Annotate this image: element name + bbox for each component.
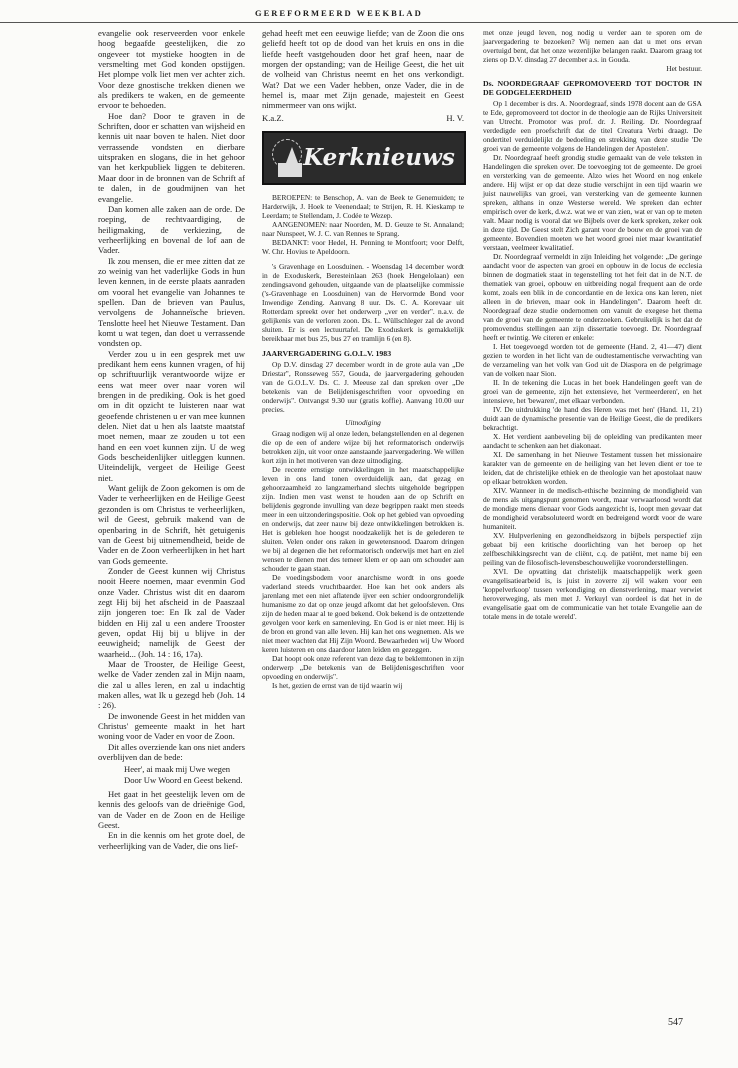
paragraph: Maar de Trooster, de Heilige Geest, welke de Vader zenden zal in Mijn naam, die zal u alles leren, en zal u indachtig maken alles, wat Ik u gezegd heb (Joh. 14 : 26).	[98, 658, 245, 711]
signature: Het bestuur.	[666, 64, 702, 73]
paragraph: Op D.V. dinsdag 27 december wordt in de grote aula van „De Driestar", Ronsseweg 557, Gouda, de jaarvergadering gehouden van de G.O.L.V. Ds. C. J. Meeuse zal dan spreken over „De betekenis van de Belijdenisgeschriften voor opvoeding en onderwijs". Ontvangst 9.30 uur (gratis koffie). Aanvang 10.00 uur precies.	[262, 360, 464, 415]
paragraph: I. Het toegevoegd worden tot de gemeente (Hand. 2, 41—47) dient gezien te worden in het licht van de oudtestamentische verwachting van de verzameling van het volk van God uit de Diaspora en de pelgrimage van de volken naar Sion.	[483, 342, 702, 378]
paragraph: evangelie ook reserveerden voor enkele hoog begaafde geestelijken, die zo ongeveer tot mystieke hoogten in de versmelting met God konden opstijgen. Het plompe volk liet men ver achter zich. Voor deze gnostische trekken dienen we als predikers te waken, en de gemeente ervoor te behoeden.	[98, 28, 245, 111]
paragraph: Hoe dan? Door te graven in de Schriften, door er schatten van wijsheid en kennis uit naar boven te halen. Niet door verrassende vondsten en dierbare uitspraken en slogans, die in het gehoor van het kerkpubliek liggen te debiteren. Maar door in de bronnen van de Schrift af te dalen, in de goudmijnen van het evangelie.	[98, 110, 245, 204]
verse-quote	[98, 764, 245, 785]
paragraph: gehad heeft met een eeuwige liefde; van de Zoon die ons geliefd heeft tot op de dood van het kruis en ons in die liefde heeft vastgehouden door het graf heen, naar de morgen der opstanding; van de Heilige Geest, die het uit de volheid van Christus neemt en het ons verkondigt. Wat? Dat we een Vader hebben, onze Vader, die in de hemel is, maar met Zijn genade, majesteit en Geest nimmermeer van ons wijkt.	[262, 28, 464, 111]
page-number: 547	[668, 1017, 683, 1028]
signature-line	[262, 113, 464, 123]
paragraph: Dit alles overziende kan ons niet anders overblijven dan de bede:	[98, 741, 245, 763]
paragraph: Graag nodigen wij al onze leden, belangstellenden en al degenen die op de een of andere wijze bij het reformatorisch onderwijs betrokken zijn, uit voor onze aanstaande jaarvergadering. We willen kort zijn in het motiveren van deze uitnodiging.	[262, 429, 464, 466]
news-item: BEDANKT: voor Hedel, H. Penning te Montfoort; voor Delft, W. Chr. Hovius te Apeldoorn.	[262, 238, 464, 257]
paragraph: De inwonende Geest in het midden van Christus' gemeente maakt in het hart woning voor de Vader en voor de Zoon.	[98, 710, 245, 742]
paragraph: XVI. De opvatting dat christelijk maatschappelijk werk geen evangelisatiearbeid is, is juist in zoverre zij wil waken voor een 'koppelverkoop' tussen verkondiging en dienstverlening, maar verwiet heroverweging, als men met J. Verkuyl van oordeel is dat het in de evangelisatie gaat om de communicatie van het totale Evangelie aan de totale mens in de totale wereld'.	[483, 567, 702, 621]
section-title: Ds. NOORDEGRAAF GEPROMOVEERD TOT DOCTOR IN DE GODGELEERDHEID	[483, 79, 702, 97]
paragraph: De recente ernstige ontwikkelingen in het maatschappelijke leven in ons land tonen overduidelijk aan, dat gezag en gehoorzaamheid zo langzamerhand slechts uitgeholde begrippen zijn. Indien men vast wenst te houden aan de op Schrift en belijdenis gegronde invulling van deze begrippen raakt men steeds meer in een uitzonderingspositie. Ook op het gebied van opvoeding en onderwijs, dat zeer nauw bij deze ontwikkelingen betrokken is. Het is gebleken hoe hoogst noodzakelijk het is de gelederen te sluiten. Velen onder ons raken in gewetensnood. Daarom dringen we bij al degenen die het reformatorisch onderwijs met hart en ziel wensen te dienen met des temeer klem er op aan om schouder aan schouder te gaan staan.	[262, 465, 464, 574]
signature-right: H. V.	[446, 112, 464, 123]
paragraph: Dr. Noordegraaf heeft grondig studie gemaakt van de vele teksten in Handelingen die spreken over. De toevoeging tot de gemeente. De groei en versterking van de gemeente. Alzo wies het Woord en nog enkele andere. Hij wijst er op dat deze studie verschijnt in een tijd waarin we juist nauwelijks van groei, van versterking van de gemeente kunnen spreken, althans in onze Westerse wereld. We spreken dan echter empirisch over de kerk, d.w.z. wat we er van zien, wat er van op te meten valt. Maar nodig is vooral dat we Bijbels over de kerk spreken, zeker ook in deze tijd. De Geest stelt Zich garant voor de bouw en de groei van de gemeente. Bovendien moeten we het woord groei niet maar kwantitatief verstaan, veelmeer kwalitatief.	[483, 153, 702, 252]
column-1	[98, 28, 245, 851]
paragraph: Dat hoopt ook onze referent van deze dag te beklemtonen in zijn onderwerp „De betekenis van de Belijdenisgeschriften voor opvoeding en onderwijs".	[262, 654, 464, 682]
paragraph: Het gaat in het geestelijk leven om de kennis des geloofs van de drieënige God, van de Vader en de Zoon en de Heilige Geest.	[98, 789, 245, 831]
paragraph: Dr. Noordegraaf vermeldt in zijn Inleiding het volgende: „De geringe aandacht voor de aspecten van groei en opbouw in de locus de ecclesia binnen de dogmatiek staat in tegenstelling tot het feit dat in de N.T. de thematiek van groei, opbouw en uitbreiding nogal frequent aan de orde komt, zoals een blik in de concordantie en de lexica ons kan leren, niet alleen in de brieven, maar ook in Handelingen". Daarom heeft dr. Noordegraaf deze studie ondernomen om vanuit de exegese het thema van de groei van de gemeente te onderzoeken. Gebruikelijk is het dat de promovendus stellingen aan zijn dissertatie toevoegt. Dr. Noordegraaf heeft er twintig. We citeren er enkele:	[483, 252, 702, 342]
section-title: JAARVERGADERING G.O.L.V. 1983	[262, 349, 392, 359]
kerknieuws-banner	[262, 131, 466, 185]
header-rule	[0, 22, 738, 23]
paragraph: XIV. Wanneer in de medisch-ethische bezinning de mondigheid van de mens als uitgangspunt genomen wordt, maar verwaarloosd wordt dat de mondige mens dienaar voor Gods aangezicht is, loopt men gevaar dat de mondigheid verabsoluteerd wordt en bedreigend wordt voor de ware humaniteit.	[483, 486, 702, 531]
paragraph: Is het, gezien de ernst van de tijd waarin wij	[272, 681, 403, 691]
running-header: GEREFORMEERD WEEKBLAD	[255, 8, 423, 18]
column-2	[262, 28, 464, 690]
news-item: 's Gravenhage en Loosduinen. - Woensdag 14 december wordt in de Exoduskerk, Beresteinlaan 263 (hoek Hengelolaan) een zendingsavond gehouden, uitgaande van de plaatselijke commissie ('s-Gravenhage en Loosduinen) van de Hervormde Bond voor Inwendige Zending. Aanvang 8 uur. Ds. C. A. Korevaar uit Rotterdam spreekt over het onderwerp „ver en verder". n.a.v. de gelijkenis van de verloren zoon. Ds. L. Wüllschleger zal de avond sluiten. Er is een lectuurtafel. De Exoduskerk is gemakkelijk bereikbaar met bus 25, bus 27 en tramlijn 6 (en 8).	[262, 262, 464, 344]
column-3	[483, 28, 702, 621]
paragraph: En in die kennis om het grote doel, de verheerlijking van de Vader, die ons lief-	[98, 830, 245, 851]
paragraph: Verder zou u in een gesprek met uw predikant hem eens kunnen vragen, of hij op schriftuurlijk verantwoorde wijze er eens wat meer over naar voren wil brengen in de prediking. Ook is het goed om in dit opzicht te luisteren naar wat geoefende christenen u er van mee kunnen delen. Niet dat u hen als laatste maatstaf moet nemen, maar ze zouden u tot een hand en een voet kunnen zijn. U de weg Gods bescheidenlijker uitleggen kunnen. Uiteindelijk, vergeet de Heilige Geest niet.	[98, 348, 245, 483]
paragraph: Ik zou mensen, die er mee zitten dat ze zo weinig van het vaderlijke Gods in hun leven kennen, in de eerste plaats aanraden om vooral het evangelie van Johannes te spellen. Dan de brieven van Paulus, vervolgens de Johanneïsche brieven. Tenslotte heel het Nieuwe Testament. Dan komt u wat tegen, dan doet u verrassende vondsten op.	[98, 255, 245, 349]
paragraph: XV. Hulpverlening en gezondheidszorg in bijbels perspectief zijn gebaat bij een kritische doorlichting van het beroep op het zelfbeschikkingsrecht van de cliënt, c.q. de patiënt, met name bij een peiling van de filosofisch-levensbeschouwelijke vooronderstellingen.	[483, 531, 702, 567]
verse-line: Heer', ai maak mij Uwe wegen	[124, 764, 231, 775]
paragraph: XI. De samenhang in het Nieuwe Testament tussen het missionaire karakter van de gemeente en de heiliging van het leven dient er toe te leiden, dat de christelijke ethiek en de theologie van het apostolaat nauw op elkaar betrokken worden.	[483, 450, 702, 486]
news-item: BEROEPEN: te Benschop, A. van de Beek te Genemuiden; te Harderwijk, J. Hoek te Veenendaal; te Strijen, R. H. Kieskamp te Leerdam; te Stellendam, J. Codée te Wezep.	[262, 193, 464, 221]
paragraph: Dan komen alle zaken aan de orde. De roeping, de rechtvaardiging, de heiligmaking, de verkiezing, de verheerlijking en bovenal de lof aan de Vader.	[98, 203, 245, 256]
paragraph: De voedingsbodem voor anarchisme wordt in ons goede vaderland steeds vruchtbaarder. Hoe kan het ook anders als jarenlang met een niet aflatende ijver een schier ondoorgrondelijk humanisme zo dat op onze jeugd afkomt dat het geloofsleven. Ons zijn de heden maar al te goed bekend. Ook bekend is de ontzettende gevolgen voor kerk en samenleving. En God is er niet meer. Hij is de bron en grond van alle leven. Hij kan het ons wegnemen. Als we niet meer wachten dat Hij Zijn Woord. Bewaarheden wij Uw Woord keren luisteren en ons daardoor laten leiden en gezeggen.	[262, 573, 464, 655]
paragraph: Op 1 december is drs. A. Noordegraaf, sinds 1978 docent aan de GSA te Ede, gepromoveerd tot doctor in de theologie aan de Rijks Universiteit van Utrecht. Promotor was prof. dr. J. Reiling. Dr. Noordegraaf verdedigde een proefschrift dat de titel Creatura Verbi draagt. De ondertitel verduidelijkt de bedoeling en strekking van deze studie 'De groei van de gemeente volgens de Handelingen der Apostelen'.	[483, 99, 702, 153]
subheading: Uitnodiging	[345, 418, 381, 428]
church-icon	[278, 163, 302, 177]
paragraph: X. Het verdient aanbeveling bij de opleiding van predikanten meer aandacht te schenken aan het diakonaat.	[483, 432, 702, 450]
paragraph: met onze jeugd leven, nog nodig u verder aan te sporen om de jaarvergadering te bezoeken? Wij nemen aan dat u met ons ervan overtuigd bent, dat het onze wezenlijke belangen raakt. Daarom graag tot ziens op D.V. dinsdag 27 december a.s. in Gouda.	[483, 28, 702, 64]
paragraph: IV. De uitdrukking 'de hand des Heren was met hen' (Hand. 11, 21) duidt aan de dynamische presentie van de Heilige Geest, die de predikers bekrachtigt.	[483, 405, 702, 432]
paragraph: II. In de tekening die Lucas in het boek Handelingen geeft van de groei van de gemeente, zijn het extensieve, het 'vermeerderen', en het intensieve, het 'bewaren', met elkaar verbonden.	[483, 378, 702, 405]
signature-left: K.a.Z.	[262, 112, 284, 123]
paragraph: Want gelijk de Zoon gekomen is om de Vader te verheerlijken en de Heilige Geest gezonden is om Christus te verheerlijken, wil de Geest, gebruik makend van de openbaring in de Schrift, hèt getuigenis van de Geest bij uitnemendheid, beide de Vader en de Zoon verheerlijken in het hart van Gods gemeente.	[98, 483, 245, 566]
news-item: AANGENOMEN: naar Noorden, M. D. Geuze te St. Annaland; naar Nunspeet, W. J. C. van Rennes te Sprang.	[262, 220, 464, 239]
church-spire-icon	[286, 147, 298, 163]
banner-title: Kerknieuws	[303, 143, 455, 171]
verse-line: Door Uw Woord en Geest bekend.	[124, 774, 243, 785]
paragraph: Zonder de Geest kunnen wij Christus nooit Heere noemen, maar evenmin God onze Vader. Christus wist dit en daarom zegt Hij bij het afscheid in de Paaszaal zijn jongeren toe: En Ik zal de Vader bidden en Hij zal u een andere Trooster geven, opdat Hij bij u blijve in der eeuwigheid; namelijk de Geest der waarheid... (Joh. 14 : 16, 17a).	[98, 565, 245, 659]
